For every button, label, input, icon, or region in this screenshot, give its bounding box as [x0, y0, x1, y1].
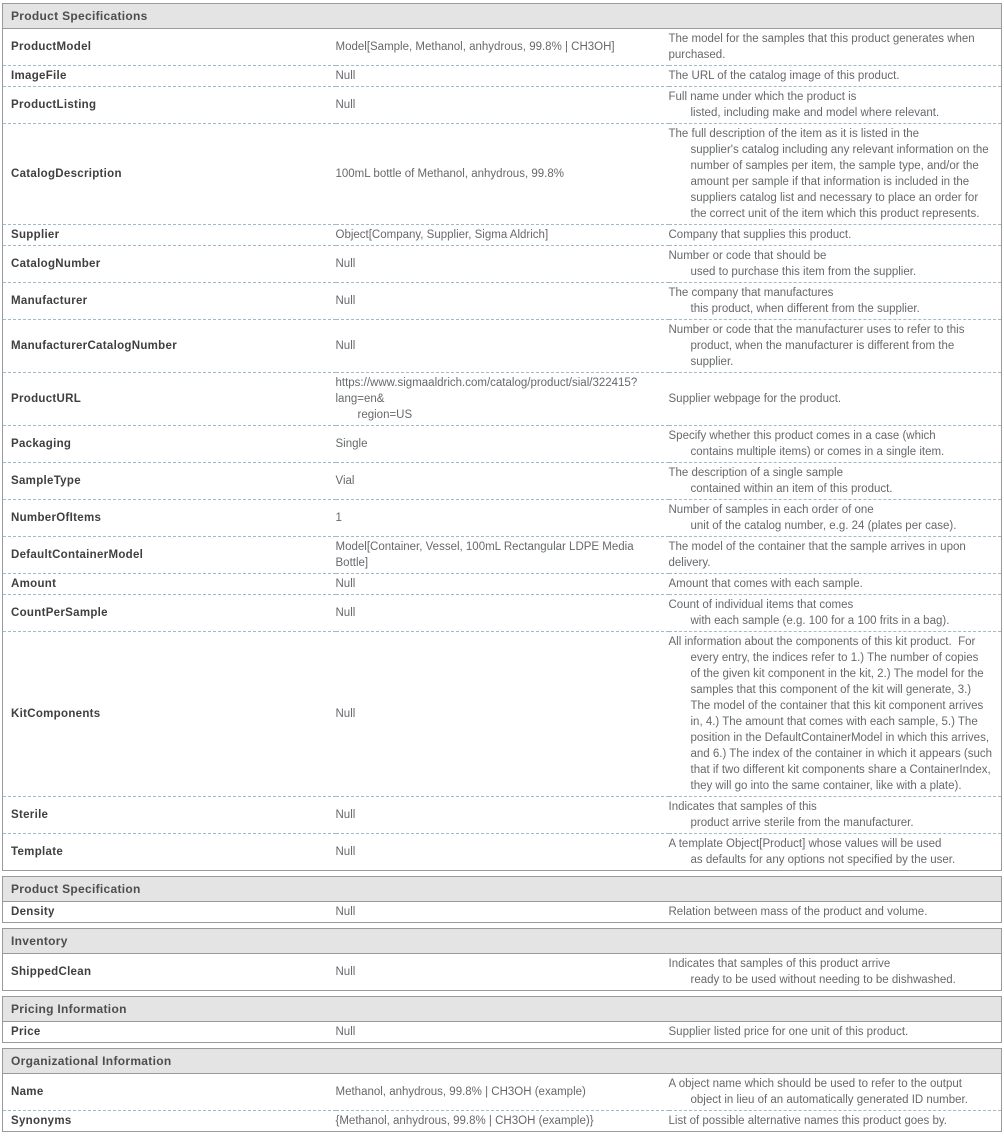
text-line: suppliers catalog list and necessary to place an order for: [690, 192, 979, 204]
text-line: The description of a single sample: [668, 467, 844, 479]
field-description: [669, 902, 1002, 923]
field-description: [669, 283, 1002, 320]
field-name: NumberOfItems: [3, 500, 336, 537]
text-line: Vial: [335, 475, 355, 487]
field-value: [336, 320, 669, 373]
spec-row: [3, 373, 1002, 426]
text-line: Supplier listed price for one unit of this product.: [668, 1026, 909, 1038]
text-line: Null: [335, 295, 356, 307]
section-title: Organizational Information: [3, 1049, 1002, 1074]
spec-row: [3, 1074, 1002, 1111]
field-value: [336, 500, 669, 537]
field-description: [669, 66, 1002, 87]
text-line: The full description of the item as it is listed in the: [668, 128, 920, 140]
field-description: [669, 124, 1002, 225]
spec-row: [3, 66, 1002, 87]
spec-row: [3, 632, 1002, 797]
text-line: Null: [335, 846, 356, 858]
text-line: The model of the container that this kit component arrives: [690, 700, 984, 712]
text-line: 100mL bottle of Methanol, anhydrous, 99.8%: [335, 168, 564, 180]
field-name: Amount: [3, 574, 336, 595]
text-line: All information about the components of this kit product. For: [668, 636, 976, 648]
text-line: Null: [335, 607, 356, 619]
spec-row: [3, 426, 1002, 463]
spec-row: [3, 954, 1002, 991]
field-description: [669, 225, 1002, 246]
text-line: A template Object[Product] whose values will be used: [668, 838, 942, 850]
text-line: of the given kit component in the kit, 2.) The model for the: [690, 668, 984, 680]
text-line: Null: [335, 578, 356, 590]
spec-row: [3, 797, 1002, 834]
text-line: listed, including make and model where relevant.: [690, 107, 940, 119]
field-value: [336, 1074, 669, 1111]
text-line: 1: [335, 512, 342, 524]
text-line: Company that supplies this product.: [668, 229, 852, 241]
section-header: [3, 1049, 1002, 1074]
text-line: Null: [335, 340, 356, 352]
field-name: ImageFile: [3, 66, 336, 87]
text-line: Null: [335, 258, 356, 270]
field-name: ProductURL: [3, 373, 336, 426]
field-name: Name: [3, 1074, 336, 1111]
text-line: Null: [335, 966, 356, 978]
field-value: [336, 632, 669, 797]
text-line: Amount that comes with each sample.: [668, 578, 863, 590]
field-name: Price: [3, 1022, 336, 1043]
field-name: ShippedClean: [3, 954, 336, 991]
spec-row: [3, 834, 1002, 871]
field-value: [336, 954, 669, 991]
field-description: [669, 595, 1002, 632]
text-line: region=US: [357, 409, 413, 421]
field-description: [669, 834, 1002, 871]
text-line: https://www.sigmaaldrich.com/catalog/product/sial/322415?lang=en&: [335, 377, 638, 405]
text-line: contained within an item of this product.: [690, 483, 893, 495]
field-name: KitComponents: [3, 632, 336, 797]
field-value: [336, 902, 669, 923]
section-header: [3, 997, 1002, 1022]
field-description: [669, 246, 1002, 283]
text-line: product, when the manufacturer is different from the supplier.: [690, 340, 958, 368]
field-description: [669, 87, 1002, 124]
section-table: [2, 1048, 1002, 1132]
field-name: DefaultContainerModel: [3, 537, 336, 574]
field-name: SampleType: [3, 463, 336, 500]
field-description: [669, 463, 1002, 500]
field-value: [336, 124, 669, 225]
spec-row: [3, 320, 1002, 373]
text-line: Number or code that should be: [668, 250, 827, 262]
text-line: the correct unit of the item which this product represents.: [690, 208, 980, 220]
text-line: that if two different kit components share a ContainerIndex,: [690, 764, 991, 776]
section-title: Product Specification: [3, 877, 1002, 902]
section-header: [3, 4, 1002, 29]
text-line: they will go into the same container, like with a plate).: [690, 780, 962, 792]
field-name: ManufacturerCatalogNumber: [3, 320, 336, 373]
spec-row: [3, 246, 1002, 283]
text-line: Null: [335, 809, 356, 821]
field-description: [669, 797, 1002, 834]
field-description: [669, 632, 1002, 797]
field-value: [336, 797, 669, 834]
text-line: Null: [335, 906, 356, 918]
text-line: List of possible alternative names this product goes by.: [668, 1115, 947, 1127]
field-description: [669, 320, 1002, 373]
spec-row: [3, 537, 1002, 574]
field-name: Supplier: [3, 225, 336, 246]
text-line: Model[Sample, Methanol, anhydrous, 99.8% | CH3OH]: [335, 41, 615, 53]
field-value: [336, 373, 669, 426]
field-description: [669, 500, 1002, 537]
spec-row: [3, 574, 1002, 595]
text-line: The model for the samples that this product generates when purchased.: [668, 33, 978, 61]
field-name: CatalogNumber: [3, 246, 336, 283]
text-line: Count of individual items that comes: [668, 599, 854, 611]
text-line: Indicates that samples of this product arrive: [668, 958, 891, 970]
text-line: contains multiple items) or comes in a single item.: [690, 446, 945, 458]
field-value: [336, 246, 669, 283]
field-description: [669, 954, 1002, 991]
text-line: Full name under which the product is: [668, 91, 857, 103]
field-name: CatalogDescription: [3, 124, 336, 225]
field-description: [669, 29, 1002, 66]
spec-row: [3, 902, 1002, 923]
spec-row: [3, 1111, 1002, 1132]
field-name: Density: [3, 902, 336, 923]
text-line: Object[Company, Supplier, Sigma Aldrich]: [335, 229, 549, 241]
text-line: as defaults for any options not specified by the user.: [690, 854, 956, 866]
text-line: amount per sample if that information is included in the: [690, 176, 970, 188]
text-line: ready to be used without needing to be dishwashed.: [690, 974, 956, 986]
field-value: [336, 29, 669, 66]
spec-row: [3, 463, 1002, 500]
section-table: [2, 3, 1002, 871]
field-name: Manufacturer: [3, 283, 336, 320]
text-line: Null: [335, 1026, 356, 1038]
spec-row: [3, 225, 1002, 246]
section-table: [2, 876, 1002, 923]
field-name: Sterile: [3, 797, 336, 834]
field-description: [669, 1111, 1002, 1132]
text-line: The model of the container that the sample arrives in upon delivery.: [668, 541, 969, 569]
field-value: [336, 66, 669, 87]
section-title: Pricing Information: [3, 997, 1002, 1022]
text-line: The URL of the catalog image of this product.: [668, 70, 900, 82]
text-line: and 6.) The index of the container in which it appears (such: [690, 748, 993, 760]
text-line: Single: [335, 438, 368, 450]
text-line: in, 4.) The amount that comes with each sample, 5.) The: [690, 716, 978, 728]
field-description: [669, 1022, 1002, 1043]
field-value: [336, 1111, 669, 1132]
field-name: Packaging: [3, 426, 336, 463]
text-line: used to purchase this item from the supplier.: [690, 266, 917, 278]
field-name: Synonyms: [3, 1111, 336, 1132]
field-description: [669, 574, 1002, 595]
field-value: [336, 87, 669, 124]
text-line: Number or code that the manufacturer uses to refer to this: [668, 324, 965, 336]
text-line: {Methanol, anhydrous, 99.8% | CH3OH (example)}: [335, 1115, 594, 1127]
field-value: [336, 595, 669, 632]
text-line: The company that manufactures: [668, 287, 834, 299]
text-line: with each sample (e.g. 100 for a 100 frits in a bag).: [690, 615, 950, 627]
field-description: [669, 537, 1002, 574]
text-line: this product, when different from the supplier.: [690, 303, 920, 315]
text-line: Null: [335, 99, 356, 111]
text-line: Methanol, anhydrous, 99.8% | CH3OH (example): [335, 1086, 586, 1098]
field-value: [336, 537, 669, 574]
text-line: object in lieu of an automatically generated ID number.: [690, 1094, 968, 1106]
field-value: [336, 426, 669, 463]
field-value: [336, 283, 669, 320]
text-line: Supplier webpage for the product.: [668, 393, 842, 405]
text-line: Null: [335, 708, 356, 720]
section-title: Product Specifications: [3, 4, 1002, 29]
text-line: position in the DefaultContainerModel in which this arrives,: [690, 732, 990, 744]
field-name: Template: [3, 834, 336, 871]
text-line: samples that this component of the kit will generate, 3.): [690, 684, 972, 696]
field-value: [336, 463, 669, 500]
field-value: [336, 225, 669, 246]
field-description: [669, 373, 1002, 426]
spec-row: [3, 124, 1002, 225]
field-value: [336, 1022, 669, 1043]
text-line: Relation between mass of the product and volume.: [668, 906, 928, 918]
spec-row: [3, 29, 1002, 66]
text-line: Model[Container, Vessel, 100mL Rectangular LDPE Media Bottle]: [335, 541, 637, 569]
text-line: product arrive sterile from the manufacturer.: [690, 817, 914, 829]
product-spec-document: [2, 3, 1002, 1132]
field-name: ProductModel: [3, 29, 336, 66]
field-value: [336, 574, 669, 595]
text-line: number of samples per item, the sample type, and/or the: [690, 160, 979, 172]
field-name: CountPerSample: [3, 595, 336, 632]
field-value: [336, 834, 669, 871]
text-line: every entry, the indices refer to 1.) The number of copies: [690, 652, 979, 664]
text-line: Specify whether this product comes in a case (which: [668, 430, 936, 442]
section-header: [3, 929, 1002, 954]
text-line: Null: [335, 70, 356, 82]
text-line: Number of samples in each order of one: [668, 504, 874, 516]
spec-row: [3, 500, 1002, 537]
field-description: [669, 1074, 1002, 1111]
text-line: A object name which should be used to refer to the output: [668, 1078, 962, 1090]
text-line: Indicates that samples of this: [668, 801, 817, 813]
field-description: [669, 426, 1002, 463]
spec-row: [3, 283, 1002, 320]
spec-row: [3, 87, 1002, 124]
spec-row: [3, 595, 1002, 632]
section-header: [3, 877, 1002, 902]
text-line: supplier's catalog including any relevant information on the: [690, 144, 989, 156]
spec-row: [3, 1022, 1002, 1043]
section-table: [2, 996, 1002, 1043]
text-line: unit of the catalog number, e.g. 24 (plates per case).: [690, 520, 957, 532]
section-title: Inventory: [3, 929, 1002, 954]
field-name: ProductListing: [3, 87, 336, 124]
section-table: [2, 928, 1002, 991]
